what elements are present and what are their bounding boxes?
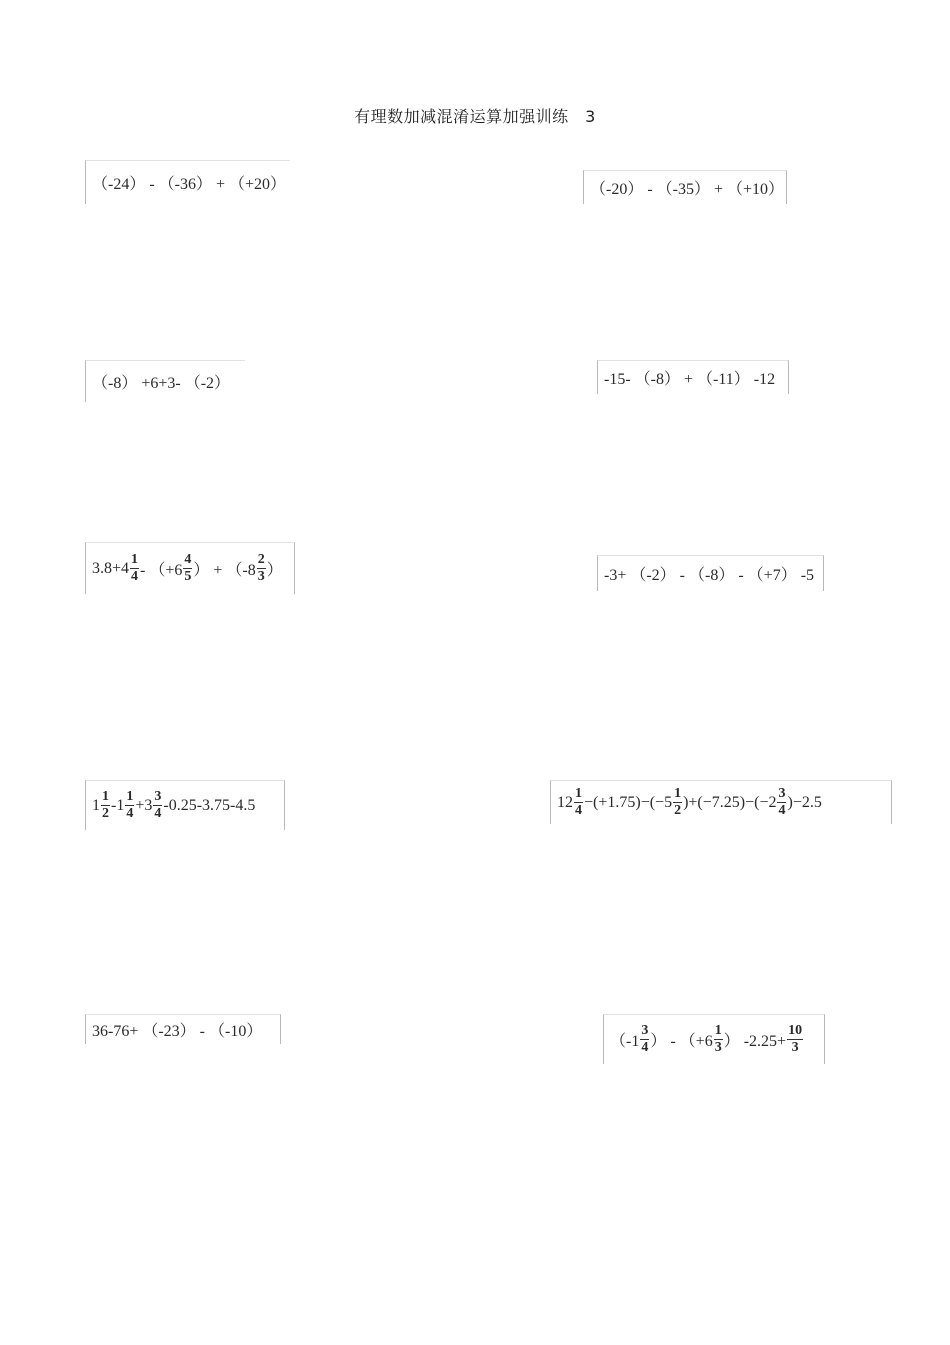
problem-3 xyxy=(85,360,245,402)
fraction-denominator: 3 xyxy=(714,1040,722,1055)
problem-8 xyxy=(550,780,892,824)
problem-7-part-2: -1 xyxy=(111,796,125,814)
problem-5-part-1: 3.8+4 xyxy=(92,559,130,577)
problem-10 xyxy=(603,1014,825,1064)
fraction-denominator: 3 xyxy=(257,569,265,584)
problem-5-part-3: ） + （-8 xyxy=(193,562,256,579)
problem-5-fraction-1 xyxy=(130,553,139,584)
problem-10-fraction-3 xyxy=(787,1024,803,1055)
problem-5-fraction-2 xyxy=(183,553,192,584)
problem-7-fraction-1 xyxy=(101,790,110,821)
problem-5-fraction-3 xyxy=(257,553,266,584)
problem-10-part-1: （-1 xyxy=(610,1033,640,1050)
problem-8-expression xyxy=(557,787,822,818)
fraction-numerator: 2 xyxy=(257,552,265,567)
problem-7-part-1: 1 xyxy=(92,796,100,814)
problem-1-expression: （-24） - （-36） + （+20） xyxy=(92,176,287,193)
problem-10-part-3: ） -2.25+ xyxy=(723,1033,787,1050)
problem-8-part-3: )+(−7.25)−(−2 xyxy=(683,793,777,811)
fraction-numerator: 3 xyxy=(154,789,162,804)
fraction-numerator: 1 xyxy=(714,1023,722,1038)
fraction-numerator: 1 xyxy=(575,786,582,801)
problem-4-expression: -15- （-8） + （-11） -12 xyxy=(604,371,776,388)
fraction-denominator: 3 xyxy=(791,1040,799,1055)
problem-5 xyxy=(85,542,295,594)
fraction-denominator: 4 xyxy=(131,569,139,584)
fraction-numerator: 10 xyxy=(788,1023,803,1038)
problem-8-fraction-1 xyxy=(574,787,583,818)
problem-10-part-2: ） - （+6 xyxy=(650,1033,713,1050)
page-title: 有理数加减混淆运算加强训练 3 xyxy=(354,107,596,126)
problem-7-fraction-3 xyxy=(153,790,162,821)
fraction-denominator: 5 xyxy=(184,569,192,584)
fraction-numerator: 4 xyxy=(184,552,192,567)
problem-8-part-1: 12 xyxy=(557,793,573,811)
fraction-denominator: 4 xyxy=(778,803,786,818)
problem-5-part-2: - （+6 xyxy=(140,562,183,579)
problem-1 xyxy=(85,160,290,204)
problem-10-fraction-1 xyxy=(640,1024,649,1055)
problem-8-fraction-3 xyxy=(777,787,786,818)
problem-9 xyxy=(85,1014,281,1044)
fraction-denominator: 4 xyxy=(641,1040,649,1055)
fraction-numerator: 1 xyxy=(131,552,139,567)
problem-4 xyxy=(597,360,789,394)
problem-9-expression: 36-76+ （-23） - （-10） xyxy=(92,1023,263,1040)
fraction-denominator: 4 xyxy=(154,806,162,821)
fraction-numerator: 3 xyxy=(778,786,786,801)
problem-3-expression: （-8） +6+3- （-2） xyxy=(92,375,231,392)
problem-6 xyxy=(597,555,824,591)
problem-2 xyxy=(583,170,787,204)
problem-5-expression xyxy=(92,553,283,584)
problem-8-part-2: −(+1.75)−(−5 xyxy=(584,793,673,811)
problem-7-fraction-2 xyxy=(125,790,134,821)
fraction-denominator: 4 xyxy=(575,803,582,818)
fraction-numerator: 1 xyxy=(674,786,682,801)
problem-7-part-4: -0.25-3.75-4.5 xyxy=(163,796,256,814)
problem-5-part-4: ） xyxy=(266,562,283,579)
problem-10-fraction-2 xyxy=(714,1024,723,1055)
problem-8-part-4: )−2.5 xyxy=(787,793,822,811)
problem-7-expression xyxy=(92,790,255,821)
fraction-numerator: 3 xyxy=(641,1023,649,1038)
problem-8-fraction-2 xyxy=(673,787,682,818)
fraction-denominator: 4 xyxy=(126,806,134,821)
fraction-denominator: 2 xyxy=(102,806,109,821)
problem-10-expression xyxy=(610,1024,804,1055)
problem-6-expression: -3+ （-2） - （-8） - （+7） -5 xyxy=(604,567,815,584)
problem-7 xyxy=(85,780,285,830)
fraction-numerator: 1 xyxy=(102,789,109,804)
fraction-numerator: 1 xyxy=(126,789,134,804)
fraction-denominator: 2 xyxy=(674,803,682,818)
problem-7-part-3: +3 xyxy=(135,796,153,814)
problem-2-expression: （-20） - （-35） + （+10） xyxy=(590,181,785,198)
